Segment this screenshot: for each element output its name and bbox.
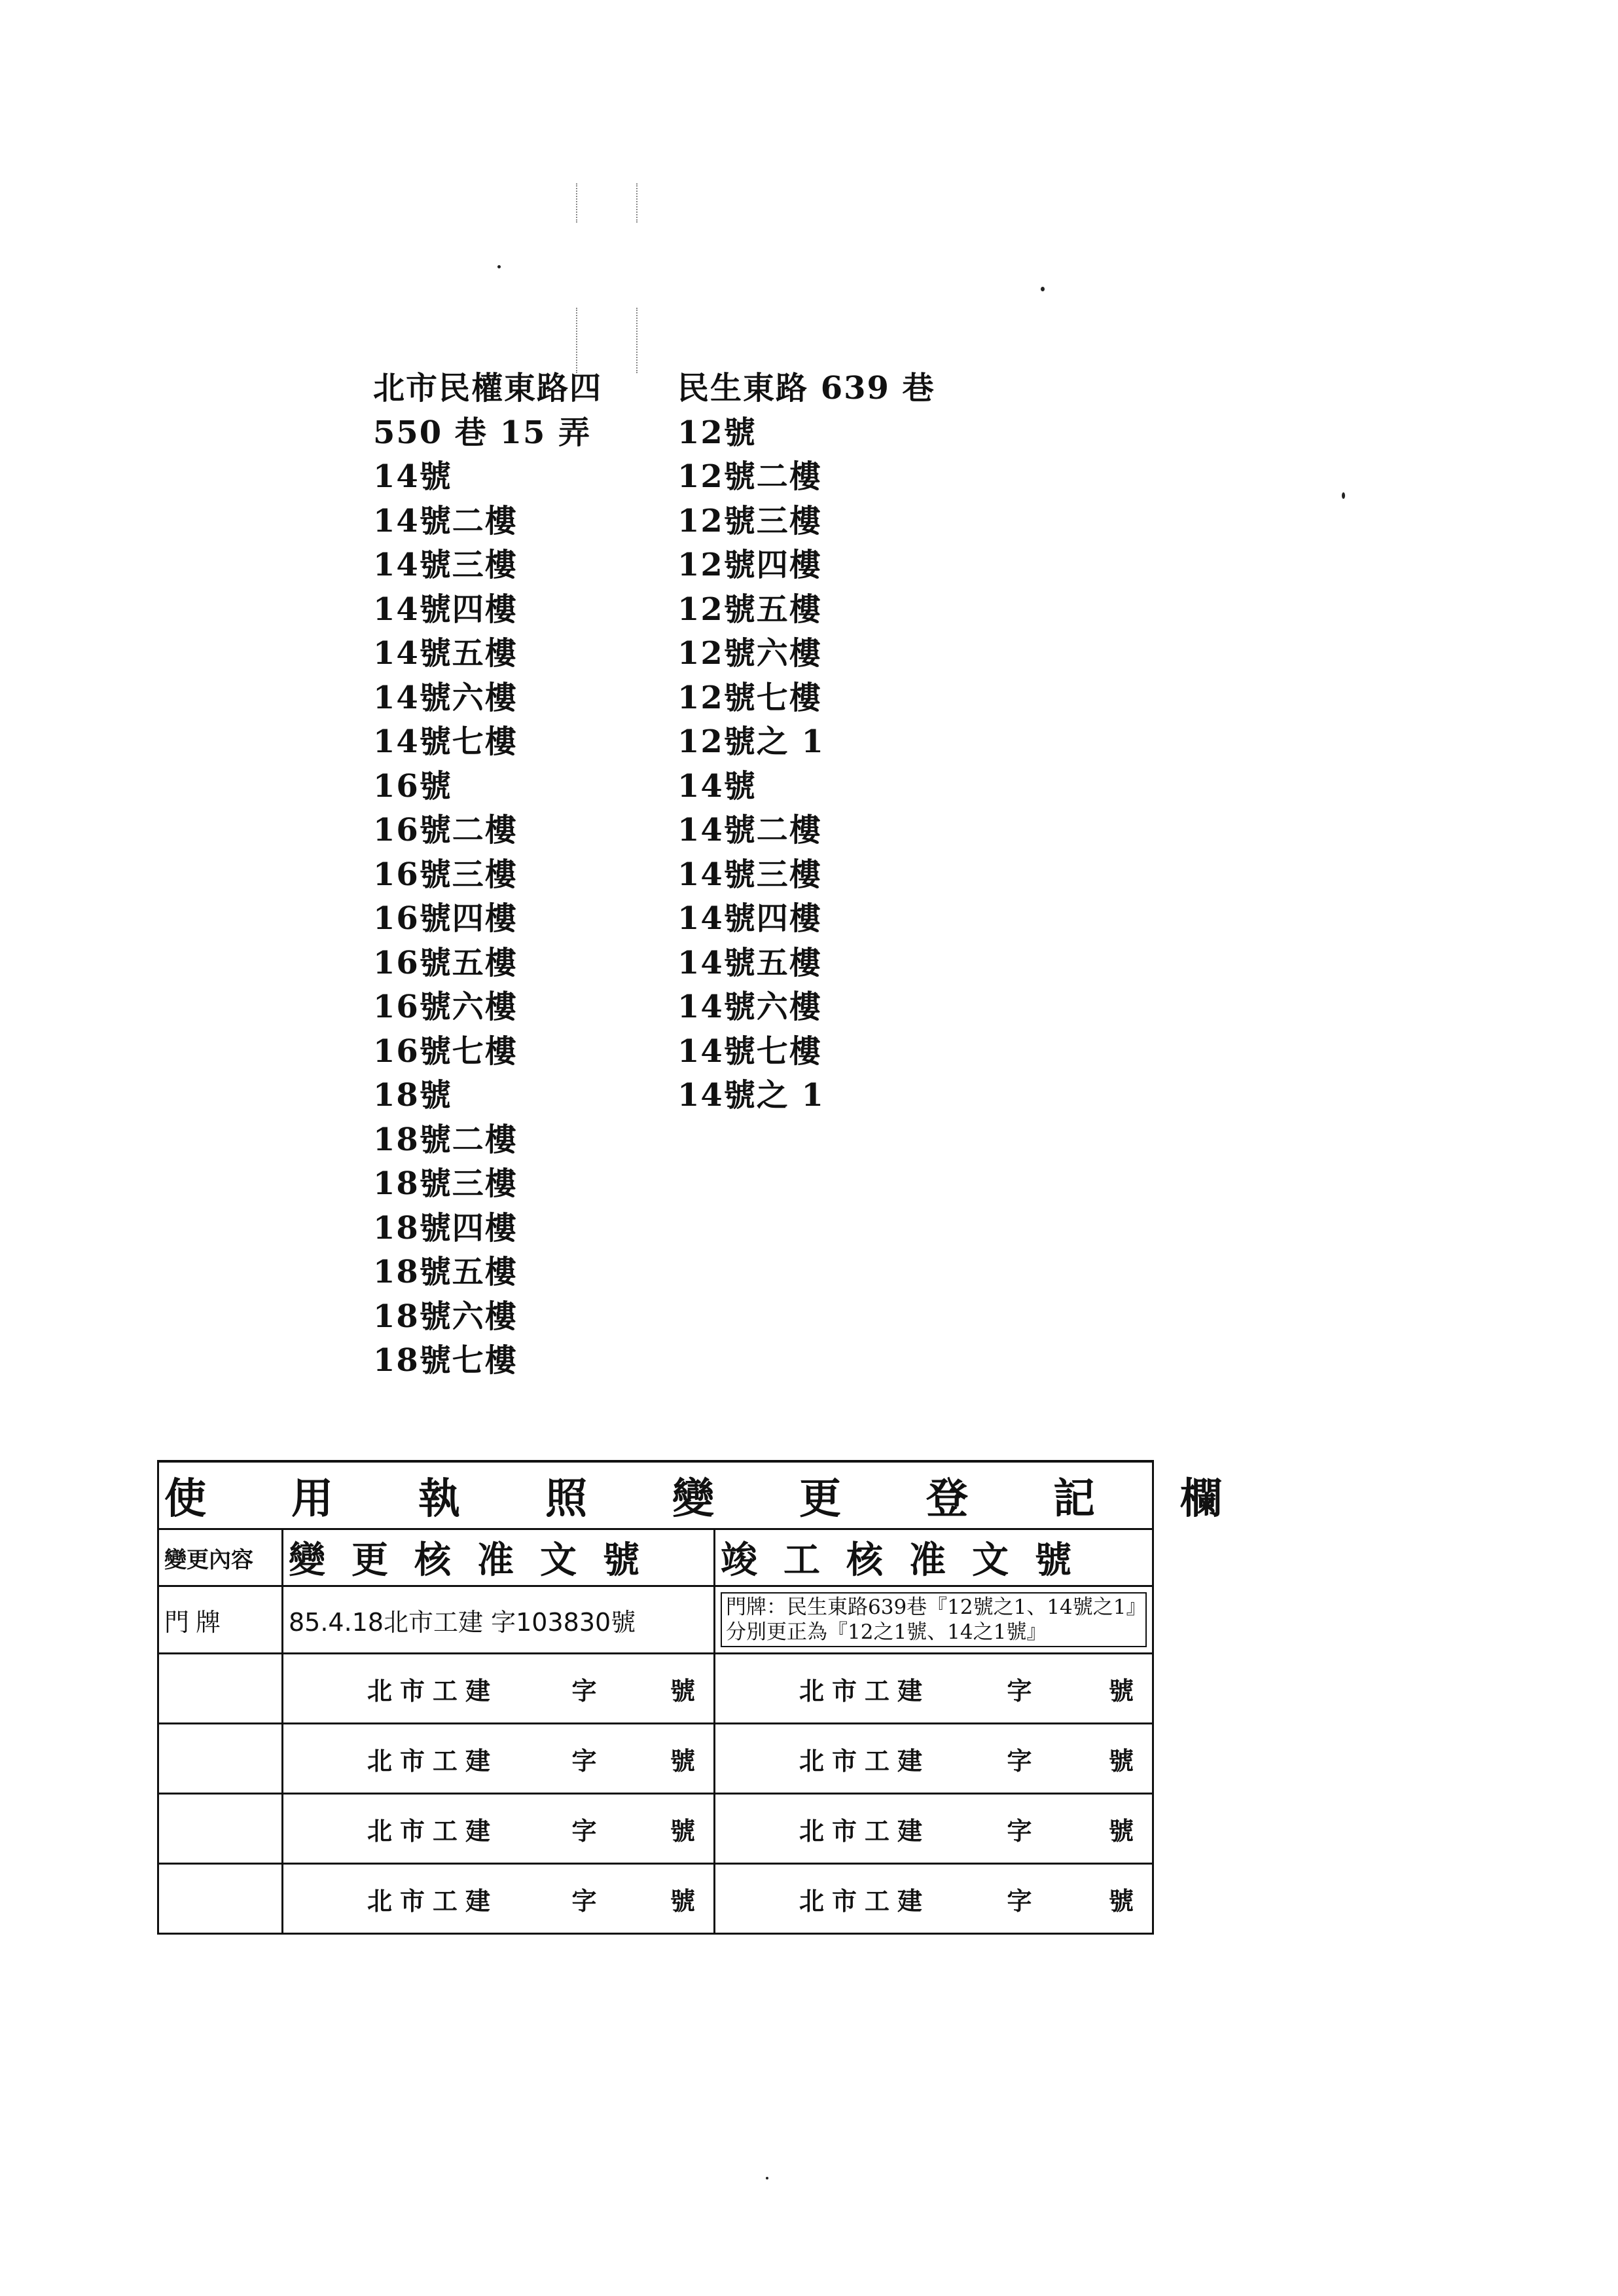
header-change-content: 變更內容 xyxy=(158,1529,283,1586)
register-title: 使用執照變更登記欄 xyxy=(158,1461,1153,1529)
address-line: 16號四樓 xyxy=(373,900,518,937)
address-line: 16號七樓 xyxy=(373,1032,518,1070)
address-line: 14號二樓 xyxy=(677,812,822,848)
agency-label: 北市工建 xyxy=(367,1745,499,1776)
address-line: 12號之 1 xyxy=(677,723,825,760)
completion-approval-cell xyxy=(715,1654,1153,1724)
completion-approval-cell xyxy=(715,1724,1153,1794)
address-line: 18號二樓 xyxy=(373,1121,518,1158)
change-content-cell: 門牌 xyxy=(158,1586,283,1654)
change-content-cell xyxy=(158,1864,283,1934)
hao-label: 號 xyxy=(1109,1886,1134,1916)
change-approval-cell xyxy=(283,1864,715,1934)
hao-label: 號 xyxy=(1109,1815,1134,1846)
address-line: 16號 xyxy=(373,767,452,805)
address-line: 18號五樓 xyxy=(373,1254,518,1290)
zi-label: 字 xyxy=(1007,1815,1032,1846)
zi-label: 字 xyxy=(1007,1886,1032,1916)
license-change-register xyxy=(157,1460,1307,1954)
address-line: 18號四樓 xyxy=(373,1209,518,1247)
address-line: 14號五樓 xyxy=(373,635,518,672)
address-list-right xyxy=(677,367,935,1118)
seal-mark-middle xyxy=(576,308,638,373)
hao-label: 號 xyxy=(670,1886,695,1916)
hao-label: 號 xyxy=(670,1745,695,1776)
table-row xyxy=(158,1724,1153,1794)
hao-label: 號 xyxy=(1109,1745,1134,1776)
address-list-left xyxy=(373,367,602,1383)
address-line: 18號七樓 xyxy=(373,1342,518,1379)
address-line: 12號六樓 xyxy=(677,635,822,672)
zi-label: 字 xyxy=(1007,1675,1032,1705)
agency-label: 北市工建 xyxy=(367,1815,499,1846)
address-line: 12號 xyxy=(677,414,757,451)
hao-label: 號 xyxy=(1109,1675,1134,1705)
address-line: 北市民權東路四 xyxy=(373,370,603,407)
change-approval-cell xyxy=(283,1724,715,1794)
hao-label: 號 xyxy=(670,1675,695,1705)
address-line: 14號三樓 xyxy=(677,856,822,893)
zi-label: 字 xyxy=(1007,1745,1032,1776)
address-line: 14號 xyxy=(373,458,452,495)
zi-label: 字 xyxy=(571,1745,597,1776)
completion-approval-cell xyxy=(715,1864,1153,1934)
address-line: 18號 xyxy=(373,1077,452,1114)
change-content-cell xyxy=(158,1654,283,1724)
address-line: 14號五樓 xyxy=(677,944,822,981)
address-line: 16號三樓 xyxy=(373,856,518,893)
address-line: 12號五樓 xyxy=(677,591,822,628)
table-row xyxy=(158,1586,1153,1654)
zi-label: 字 xyxy=(571,1886,597,1916)
speck xyxy=(497,265,501,268)
correction-note: 門牌：民生東路639巷『12號之1、14號之1』分別更正為『12之1號、14之1號』 xyxy=(721,1592,1147,1647)
address-line: 550 巷 15 弄 xyxy=(373,414,592,451)
address-line: 16號五樓 xyxy=(373,944,518,981)
agency-label: 北市工建 xyxy=(799,1745,931,1776)
address-line: 18號三樓 xyxy=(373,1165,518,1202)
agency-label: 北市工建 xyxy=(367,1886,499,1916)
address-line: 12號四樓 xyxy=(677,547,822,583)
zi-label: 字 xyxy=(571,1675,597,1705)
address-line: 12號二樓 xyxy=(677,458,822,495)
speck xyxy=(1041,287,1045,291)
address-line: 14號三樓 xyxy=(373,547,518,583)
change-approval-cell: 85.4.18北市工建 字103830號 xyxy=(283,1586,715,1654)
address-line: 16號六樓 xyxy=(373,989,518,1025)
change-approval-cell xyxy=(283,1654,715,1724)
address-line: 14號四樓 xyxy=(373,591,518,628)
change-content-cell xyxy=(158,1794,283,1864)
register-table xyxy=(157,1460,1307,1935)
speck xyxy=(766,2177,768,2179)
address-line: 12號七樓 xyxy=(677,679,822,716)
address-line: 14號 xyxy=(677,767,757,805)
table-row xyxy=(158,1654,1153,1724)
address-line: 14號七樓 xyxy=(677,1032,822,1070)
address-line: 14號七樓 xyxy=(373,723,518,760)
seal-mark-top xyxy=(576,183,638,223)
change-approval-cell xyxy=(283,1794,715,1864)
table-row xyxy=(158,1794,1153,1864)
change-content-cell xyxy=(158,1724,283,1794)
address-line: 18號六樓 xyxy=(373,1298,518,1335)
address-line: 14號之 1 xyxy=(677,1077,825,1114)
table-row xyxy=(158,1864,1153,1934)
agency-label: 北市工建 xyxy=(799,1815,931,1846)
agency-label: 北市工建 xyxy=(367,1675,499,1705)
hao-label: 號 xyxy=(670,1815,695,1846)
address-line: 民生東路 639 巷 xyxy=(677,370,935,407)
address-line: 14號六樓 xyxy=(373,679,518,716)
address-line: 16號二樓 xyxy=(373,812,518,848)
header-change-approval: 變更核准文號 xyxy=(283,1529,715,1586)
agency-label: 北市工建 xyxy=(799,1886,931,1916)
speck xyxy=(1342,492,1345,499)
address-line: 12號三樓 xyxy=(677,502,822,539)
register-header-row xyxy=(158,1529,1153,1586)
completion-approval-cell xyxy=(715,1586,1153,1654)
address-line: 14號二樓 xyxy=(373,502,518,539)
zi-label: 字 xyxy=(571,1815,597,1846)
address-line: 14號四樓 xyxy=(677,900,822,937)
address-line: 14號六樓 xyxy=(677,989,822,1025)
agency-label: 北市工建 xyxy=(799,1675,931,1705)
register-title-row xyxy=(158,1461,1153,1529)
completion-approval-cell xyxy=(715,1794,1153,1864)
header-completion-approval: 竣工核准文號 xyxy=(715,1529,1153,1586)
